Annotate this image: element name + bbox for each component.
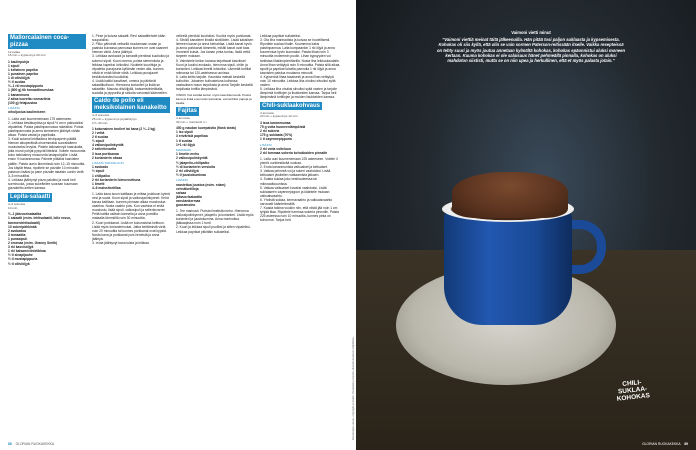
column-3 (176, 34, 254, 438)
column-2 (92, 34, 170, 438)
extra-items: 2 rkl voita voiteluun 2 rkl tummaa sokeria kohokkaiden pinnalle (260, 146, 328, 155)
method-text: 1. Pese ja kuivaa salaatit. Revi salaattilehdet kään suupaloiksi. 2. Pilko pähkinät veitsellä muutamaan osaan ja paahda kuivassa pannussa kunnes ne ovat saaneet hieman väriä. Anna jäähtyä. 3. Leikkaa avokadot ja tomaatit pienikssi kuutioiksi ja sokeroi sipuli. Kuori omena, poista siemenkota ja leikkaa kapeiksi lohkoiksi. Nouttele kuurittuja ja viipaleita punajuurta kyllämän veden alla, kunnes niistä ei enää lähde väriä. Leikkaa punajuuret keskikokoisiksi kuutioiksi. 4. Lisää kaikki kasvikset, omena ja pähkinät salaattikulhoon. Hienonna korianteri ja lisää se salaattiin. Mausta oliiviöljyllä, balsamiviinietikalla, suolalla ja pippurilla ja sekoita varovasti käännellen. (92, 34, 169, 96)
ingredient-list: 1 kaulinpohja 1 sipuli 1 keltainen paprika 1 punainen paprika 1 dl oliiviöljyä ½ tl suolaa ½–1 rkl mustapippuria 1 (800 g) tlk tomaattimurskaa 1 kananmuna 2 aitoa tuoretta rosmariinia (100 g) fetajuustoa (8, 59, 54, 105)
recipe-meta: 4 annosta 30 min + marinointi 1 t (176, 116, 207, 124)
side-credit: Kustantajan vastuu, copyright ja sisältö. Reseptien ja kuvien oikeudet kuuluvat tekijöilleen. (352, 336, 355, 440)
recipe-meta: 4–6 annosta 25 min + kypsennys ja jäähdytys 1½–40 min (92, 113, 137, 125)
method-text: 1. Tee marinadi. Purista limetistä mehu. Hienonna valkosipulinkynnet, jalapeño ja korianteri. Lisää myös korianteri ja juustokumina. Anna marinoitua jääkaapissa noin 1 tunti. 2. Kuori ja leikkaa sipuli puoliksi ja sitten viipaleiksi. Leikkaa paprikat pitkittäin suikaleiksi. (176, 209, 254, 234)
blue-mug (444, 205, 572, 325)
method-text: 1. Laita uuni kuumenemaan 175 asteeseen. 2. Leikkaa kesäkurpitsa ja sipuli ½ cm:n paksuisiksi viipaleiksi. Paista paistinpannussa rakeisiksi. Poista paistinpannusta ja anna siemenien jäähtyä vähän aikaa. Poista vastat ja paprikalla. 3. Kauli sulanut lehtitaikina leivinpaperin päällä hieman alkuperäistä ohuemmaksi suorakaiteen muotoiseksi levyksi. Pistele taikinalevyä haarukalla, jotta murot pohjat pysyvät litteänä. Voitele mosurunta koko taikinalevy mosurunta lasiapohjoille. Lisää ensin ½ kananmunaa. Painele pitkäksi kasvisten päälle. Paista uunin lämmössä noin 12–15 minuuttia. Jos käytät fetaa, ripottele se pizzalle 10 minuutin paistoon lisäksi ja pane pizzalle takaisin uuniin vielä 3–5 minuutiksi. 4. Leikkaa jäähtynyt pizza paloiksi ja nauti heti sormiruoka, jossa sukelteilee suoraan kuumaan gizzakeitto-ketten kanssa. (8, 116, 86, 191)
method-text: Leikkaa paprikat suikaleiksi. 3. Ota liha marinadista ja kuivaa se huolellisesti. Ripottele suolaa lihalle. Kuumenna kaksi paistinpannua. Laita kumpaankin 1 rkl öljyä ja anna kuumentua hyvin kuumaksi. Paista lihaa noin 3 minuuttia molemmin puolin. Lihan kypsyyden voi tarkistaa lihalämpömittarilla. Nosta liha leikkuulaudalle. Anna lihan vetäytyä noin 5 minuuttia. Paista sillä aikaa sipulit ja paprikat toisella pannulla 1 rkl öljyä ja anna kasvisten paistua muutama minuutti. 4. Kypsennä lihaa tasaisesti ja anna lihan vetäytyä noin 10 minuuttia. Leikkaa liha ohuiksi siivuiksi syitä vasten. 5. Leikkaa liha ohuiksi siivuiksi syitä vasten ja tarjoile lämpimiä tortillojen ja lisukkeiden kanssa. Tarjoa heti lämpimänä tortillojen ja muiden lisukkeiden kanssa. (260, 34, 340, 100)
extra-label: LISÄKSI (8, 106, 20, 111)
page-number: 88 (8, 442, 12, 446)
quote-text: "Vaimoni viettiä meinat täitä jälkeenuilla. Hän pitää tosi paljon suklaasta ja kypsemisesta. Kohokas oli siis kyllä, että olin se vain sormen Paterson-reitissään itselle. Vaikka resepteissä on tehty suuri ja myös joutua annetaan kylmältä kohokas, kohokas epäonnistui aluksi moneen kertaan. Kuuma kohokas ei ole salaisuus hänet pehmeällä pinnalla, kohokas on aluksi mahdoton siististi, mutta se on niin upea ja herkullinen, että et myös palasta jotain." (436, 37, 626, 64)
extra-label: LISÄKSI (176, 178, 188, 183)
quote-heading: Vaimoni vietti minut (511, 30, 551, 35)
extra-label: LISÄKSI TARJOILUUN (92, 161, 124, 166)
extra-label: MARINADI (176, 148, 192, 153)
photo-label: CHILI- SUKLAA- KOHOKAS (616, 379, 651, 403)
recipe-title: Fajitas (178, 108, 198, 115)
recipe-photo (356, 0, 696, 450)
page-number: 89 (684, 442, 688, 446)
souffle (452, 172, 568, 218)
recipe-title: Mallorcalainen coca-pizzaa (8, 34, 86, 49)
publication-name: GLORIAN RUOKAKEKKA (642, 442, 681, 446)
method-text: 1. Laita uuni kuumenemaan 225 asteeseen. Voitele 4 pientä uunikestävää vuokaa. 2. Erota kananmunista valkuaiset ja keltuaiset. 3. Vatkaa pehmeä voi ja sokeri vaahdoksi. Lisää keltuaiset yksitellen vatkaamista jatkaen. 4. Sulata suklaa joko vesihauteessa tai mikroaaltouunissa. 5. Vatkaa valkuaiset kovaksi vaahdoksi. Lisää suklaaseen cayennepippuri ja kääntele mukaan valkuaisvaahto. 6. Yhdistä suklaa, kermavaahto ja valkuaisvaahto varovasti kääntelemällä. 7. Kaada taikina vuokiin niin, että niistä jää noin 1 cm tyhjää tilaa. Ripottele tummaa sokeria pinnoille. Paista 225 asteessa noin 10 minuuttia, kunnes pinta on kohonnut. Tarjoa heti. (260, 156, 339, 223)
method-text: 1. Laita kana isoon kattilaan ja mittaa joukkoon kylmä vesi ja suola. Kuori sipuli ja valkosipulinkynnet. Kehä kanaa kattilaan, kunnes pinnaan alkaa muodostua vaahtoa. Nosta vaahto pois. Kun vaahtoa ei enää muodostu, lisää sipuli, valkosipuli ja selleriinvarret. Peitä kattila osittain kannella ja anna porsttila mataalla lämmöllä noin 30 minuuttia. 2. Kuori porkkanat. Lisää ne kokonaisina keittoon. Lisää myös korianterinokat. Jatka keittämistä vielä noin 20 minuuttia tai kunnes porkkanat ovat kypsiä. Nosta kana ja porkkanat pois lieneistä ja anna jäähtyä. 3. Irrota jäähtynyt kana luista ja leikkaa (92, 191, 170, 246)
publication-name: GLORIAN RUOKAKEKKA (15, 442, 55, 446)
recipe-title: Lepita-salaatti (10, 194, 51, 201)
recipe-meta: 12 palaa 15 min + kypsennys 20 min (8, 49, 46, 58)
footer-right (642, 442, 688, 446)
recipe-meta: 4 annosta 20 min + kypsennys 12 min (260, 110, 298, 119)
recipe-block (8, 193, 86, 265)
column-1 (8, 34, 86, 438)
extra-item: oiholjuolua kaulimiseen (8, 110, 46, 115)
ingredient-list: 1 kokonainen broileri tai kana (2 ½–2 kg) 2 l vettä 2 tl suolaa ½ sipuli 4 valkosipulinkynttä 2 selleriinvartta 3 isoa porkkanaa 2 korianterin oksaa (92, 126, 156, 160)
column-4 (260, 34, 340, 438)
method-text: velleelä pienikisi kuutioiksi. Kuutioi myös porkkanat. 4. Siivilöi kanaliemi liinalla siivilöiden. Lisää kaksiisen liemeen kanan ja anna kiehahtaa. Lisää kanat hyvin ja anna porkkanat lämmetä, mikäli kanat ovat taas irronneet kuisia. Jos kanan pinta tuntuu, lisää vettä tarpeen mukaan. 5. Valmistele keiton kanssa tarjottavat kasvikset. Kuori ja kuutioi avokado, hienonna sipuli, chilin ja korianteri. Leikkaa limetti lohkoiksi. Lämmitä tortillat mikrossa tai 120-asteisessa uunissa. 6. Laita keitto tarjolle. Kaunista maissit keskellä kulhoihin. Jokainen kulhosteluna kulhossa vastauksen maun tarjoilusta ja anna Tarjolle keskellä tarjoilusta tortilla lämpimänä. (176, 34, 254, 92)
extra-items: raastettua juustoa (esim. edam) vehnätortilloja salsaa jäävuorisalaattia ranskankermaa guacamolea (176, 182, 226, 207)
footer-left (8, 442, 54, 446)
ingredient-list: ½–1 jäävuorisalaattia 1 salaatti (esim. lehtisalaatti, lollo rosso, tammenlehtisalaatti) 10 sokeripähkinää 2 avokadoa 3 tomaattia 1 punasipuli 2 omenaa (esim. Granny Smith) 3 rkl kasvisöljyä 1 rkl balsamiviinietikkaa ½ tl sinapijauhe ½ tl mustapippuria ½ tl oliiviöljyä (8, 212, 72, 266)
extra-label: LISÄKSI (260, 142, 272, 147)
marinade-list: 1 limetin mehu 2 valkosipulinkynttä ½ jalapeño-chilipalko ½ dl korianterin versioita 2 rkl oliiviöljyä ½ tl juustokuminaa (176, 152, 216, 177)
recipe-title: Chili-suklaakohvaus (262, 102, 321, 109)
tip-text: VINKKI Voit keittää keiton myös kasvisliemestä. Poista kana ja lisää enemmän kasviksia, esimerkiksi papuja ja kaalia. (176, 92, 252, 105)
quote-box (436, 30, 626, 63)
extra-items: 1 avokado ½ sipuli 1 chilipalko 2 rkl korianterin hienonnettuna 1 limetti 4–6 maissitortillaa (92, 165, 141, 190)
recipe-title: Caldo de pollo eli meksikolainen kanakeitto (92, 97, 170, 112)
ingredient-list: 450 g naudan kuvepaistia (flank steak) 1 iso sipuli 3 erivärisiä paprikaa 1 tl suolaa 1+1 rkl öljyä (176, 126, 237, 147)
ingredient-list: 4 isoa kananmunaa 75 g voita huoneenlämpöistä 2 rkl sokeria 175 g suklaata (70%) 1 tl cayennepippuria (260, 120, 306, 142)
recipe-meta: 4–6 annosta 10 min (8, 202, 26, 211)
